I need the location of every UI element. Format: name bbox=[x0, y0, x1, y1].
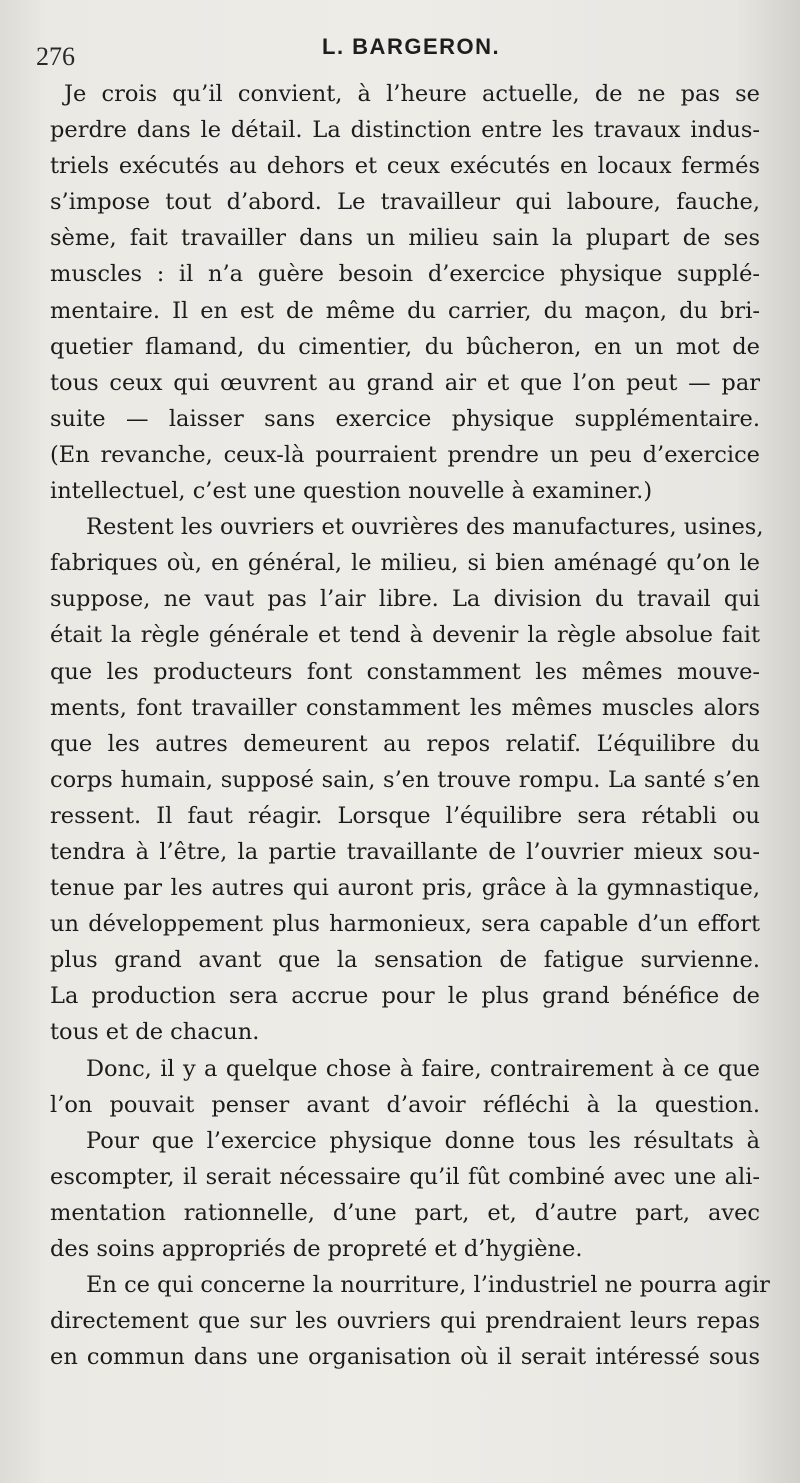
text-line: triels exécutés au dehors et ceux exécutés en locaux fermés bbox=[50, 153, 760, 180]
text-line: Je crois qu’il convient, à l’heure actuelle, de ne pas se bbox=[64, 81, 760, 107]
text-line: fabriques où, en général, le milieu, si bien aménagé qu’on le bbox=[50, 550, 760, 577]
text-line: En ce qui concerne la nourriture, l’industriel ne pourra agir bbox=[86, 1272, 770, 1299]
text-line: perdre dans le détail. La distinction entre les travaux indus- bbox=[50, 117, 760, 144]
text-line: des soins appropriés de propreté et d’hygiène. bbox=[50, 1236, 583, 1262]
page-header bbox=[0, 28, 800, 71]
body-text bbox=[50, 76, 770, 1375]
text-line: était la règle générale et tend à devenir la règle absolue fait bbox=[50, 622, 760, 649]
text-line: Donc, il y a quelque chose à faire, contrairement à ce que bbox=[86, 1055, 760, 1082]
text-line: l’on pouvait penser avant d’avoir réfléchi à la question. bbox=[50, 1091, 760, 1118]
text-line: tous et de chacun. bbox=[50, 1019, 260, 1046]
text-line: muscles : il n’a guère besoin d’exercice physique supplé- bbox=[50, 261, 760, 288]
text-line: s’impose tout d’abord. Le travailleur qui laboure, fauche, bbox=[50, 189, 760, 216]
text-line: La production sera accrue pour le plus grand bénéfice de bbox=[50, 983, 760, 1010]
text-line: mentaire. Il en est de même du carrier, du maçon, du bri- bbox=[50, 297, 760, 324]
text-line: ressent. Il faut réagir. Lorsque l’équilibre sera rétabli ou bbox=[50, 802, 760, 829]
text-line: quetier flamand, du cimentier, du bûcheron, en un mot de bbox=[50, 333, 760, 360]
text-line: Pour que l’exercice physique donne tous les résultats à bbox=[86, 1127, 760, 1154]
text-line: suite — laisser sans exercice physique supplémentaire. bbox=[50, 405, 760, 432]
page-number: 276 bbox=[36, 42, 75, 71]
text-line: intellectuel, c’est une question nouvelle à examiner.) bbox=[50, 478, 653, 505]
text-line: que les producteurs font constamment les mêmes mouve- bbox=[50, 658, 760, 685]
text-line: (En revanche, ceux-là pourraient prendre un peu d’exercice bbox=[50, 441, 760, 468]
text-line: ments, font travailler constamment les mêmes muscles alors bbox=[50, 694, 760, 721]
text-line: directement que sur les ouvriers qui prendraient leurs repas bbox=[50, 1308, 760, 1335]
text-line: mentation rationnelle, d’une part, et, d’autre part, avec bbox=[50, 1199, 760, 1226]
running-head: L. BARGERON. bbox=[322, 34, 501, 59]
text-line: que les autres demeurent au repos relatif. L’équilibre du bbox=[50, 730, 760, 757]
text-line: en commun dans une organisation où il serait intéressé sous bbox=[50, 1344, 760, 1371]
text-line: sème, fait travailler dans un milieu sain la plupart de ses bbox=[50, 225, 760, 252]
text-line: Restent les ouvriers et ouvrières des manufactures, usines, bbox=[86, 514, 764, 541]
text-line: suppose, ne vaut pas l’air libre. La division du travail qui bbox=[50, 586, 760, 613]
text-line: plus grand avant que la sensation de fatigue survienne. bbox=[50, 947, 760, 974]
text-line: tenue par les autres qui auront pris, grâce à la gymnastique, bbox=[50, 875, 760, 902]
text-line: un développement plus harmonieux, sera capable d’un effort bbox=[50, 911, 760, 938]
text-line: tous ceux qui œuvrent au grand air et que l’on peut — par bbox=[50, 369, 760, 396]
text-line: escompter, il serait nécessaire qu’il fût combiné avec une ali- bbox=[50, 1163, 760, 1190]
text-line: tendra à l’être, la partie travaillante de l’ouvrier mieux sou- bbox=[50, 838, 760, 865]
text-line: corps humain, supposé sain, s’en trouve rompu. La santé s’en bbox=[50, 766, 760, 793]
